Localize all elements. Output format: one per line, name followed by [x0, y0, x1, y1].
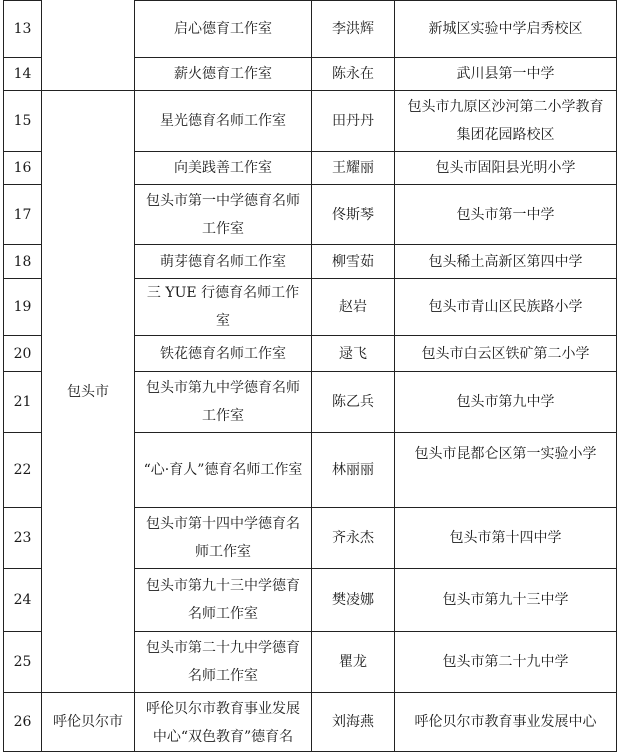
leader-name: 柳雪茹 — [312, 245, 395, 279]
document-table-page — [3, 0, 616, 745]
studio-name: 薪火德育工作室 — [135, 58, 312, 91]
row-number: 16 — [4, 152, 42, 185]
studio-name: 呼伦贝尔市教育事业发展中心“双色教育”德育名 — [135, 693, 312, 752]
leader-name: 佟斯琴 — [312, 185, 395, 245]
leader-name: 王耀丽 — [312, 152, 395, 185]
studio-name: 三 YUE 行德育名师工作室 — [135, 279, 312, 336]
school-name: 包头稀土高新区第四中学 — [395, 245, 617, 279]
school-name: 包头市九原区沙河第二小学教育集团花园路校区 — [395, 91, 617, 152]
row-number: 19 — [4, 279, 42, 336]
school-name: 包头市白云区铁矿第二小学 — [395, 336, 617, 372]
studio-list-table — [3, 0, 617, 752]
leader-name: 瞿龙 — [312, 632, 395, 693]
school-name: 包头市第九十三中学 — [395, 569, 617, 632]
row-number: 14 — [4, 58, 42, 91]
row-number: 17 — [4, 185, 42, 245]
row-number: 15 — [4, 91, 42, 152]
school-name: 包头市第二十九中学 — [395, 632, 617, 693]
row-number: 21 — [4, 372, 42, 433]
city-cell-blank — [42, 1, 135, 91]
row-number: 25 — [4, 632, 42, 693]
row-number: 23 — [4, 508, 42, 569]
studio-name: 萌芽德育名师工作室 — [135, 245, 312, 279]
school-name: 包头市固阳县光明小学 — [395, 152, 617, 185]
studio-name: 包头市第九十三中学德育名师工作室 — [135, 569, 312, 632]
studio-name: 铁花德育名师工作室 — [135, 336, 312, 372]
studio-name: 包头市第九中学德育名师工作室 — [135, 372, 312, 433]
row-number: 22 — [4, 433, 42, 508]
city-cell-hulunbuir: 呼伦贝尔市 — [42, 693, 135, 752]
row-number: 26 — [4, 693, 42, 752]
studio-name: 向美践善工作室 — [135, 152, 312, 185]
leader-name: 齐永杰 — [312, 508, 395, 569]
school-name: 新城区实验中学启秀校区 — [395, 1, 617, 58]
school-name: 武川县第一中学 — [395, 58, 617, 91]
leader-name: 陈乙兵 — [312, 372, 395, 433]
row-number: 18 — [4, 245, 42, 279]
row-number: 13 — [4, 1, 42, 58]
school-name: 包头市昆都仑区第一实验小学 — [395, 433, 617, 508]
leader-name: 林丽丽 — [312, 433, 395, 508]
school-name: 包头市青山区民族路小学 — [395, 279, 617, 336]
studio-name: 星光德育名师工作室 — [135, 91, 312, 152]
studio-name: 启心德育工作室 — [135, 1, 312, 58]
leader-name: 逯飞 — [312, 336, 395, 372]
leader-name: 李洪辉 — [312, 1, 395, 58]
school-name: 包头市第九中学 — [395, 372, 617, 433]
school-name: 呼伦贝尔市教育事业发展中心 — [395, 693, 617, 752]
leader-name: 刘海燕 — [312, 693, 395, 752]
city-cell-baotou: 包头市 — [42, 91, 135, 693]
studio-name: “心·育人”德育名师工作室 — [135, 433, 312, 508]
school-name: 包头市第十四中学 — [395, 508, 617, 569]
studio-name: 包头市第二十九中学德育名师工作室 — [135, 632, 312, 693]
leader-name: 樊凌娜 — [312, 569, 395, 632]
table-row — [4, 1, 617, 58]
leader-name: 田丹丹 — [312, 91, 395, 152]
table-row — [4, 91, 617, 152]
studio-name: 包头市第一中学德育名师工作室 — [135, 185, 312, 245]
leader-name: 赵岩 — [312, 279, 395, 336]
row-number: 24 — [4, 569, 42, 632]
row-number: 20 — [4, 336, 42, 372]
studio-name: 包头市第十四中学德育名师工作室 — [135, 508, 312, 569]
table-row — [4, 693, 617, 752]
school-name: 包头市第一中学 — [395, 185, 617, 245]
leader-name: 陈永在 — [312, 58, 395, 91]
